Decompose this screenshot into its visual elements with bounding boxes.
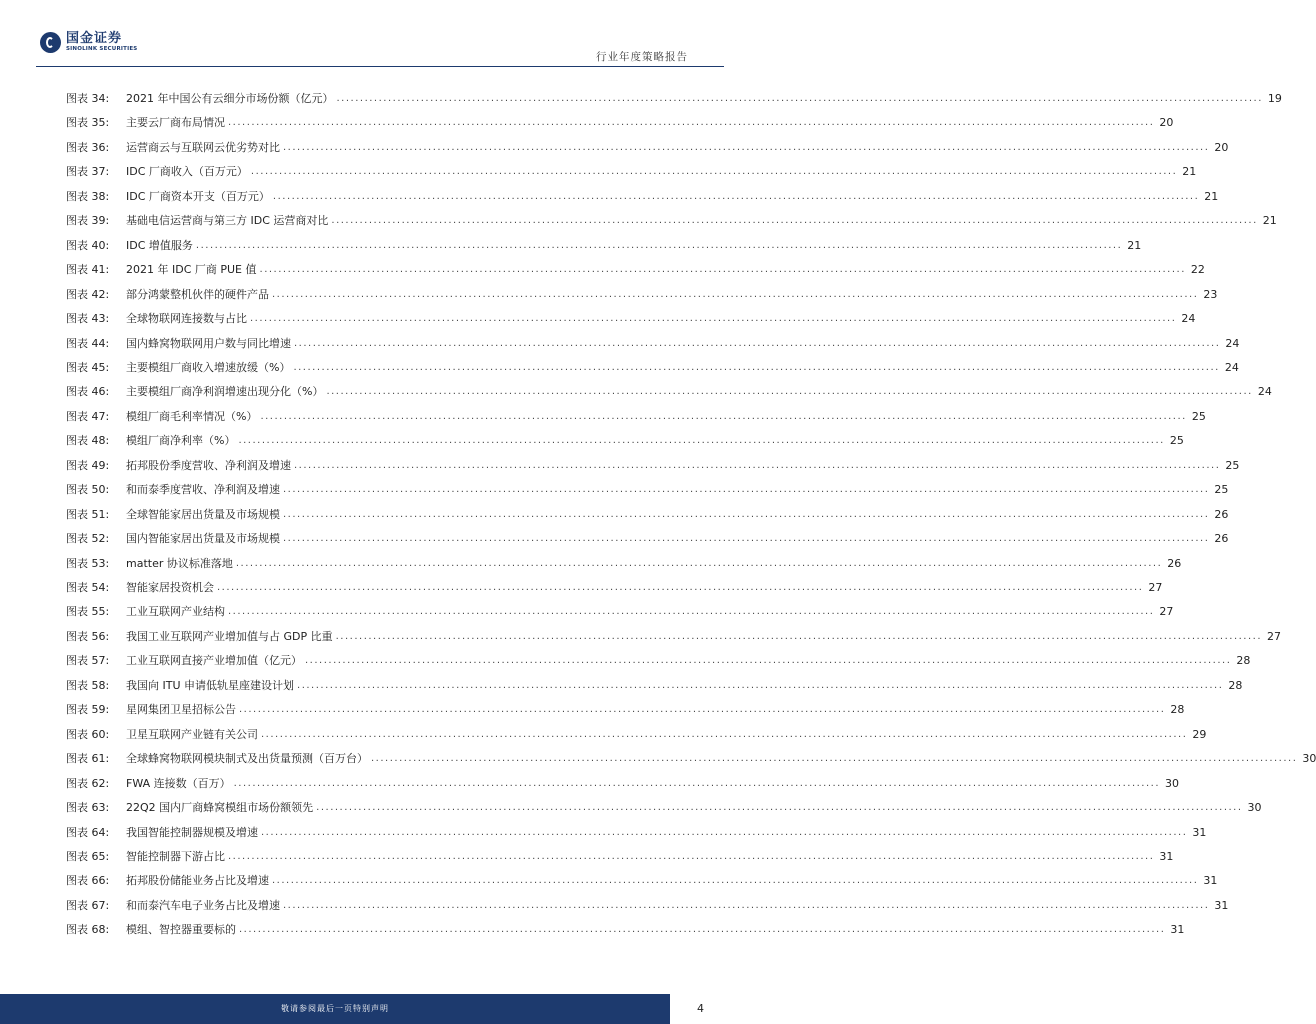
toc-entry-title: 全球蜂窝物联网模块制式及出货量预测（百万台） <box>126 752 368 766</box>
toc-entry-page: 25 <box>1169 434 1184 448</box>
toc-dot-leader <box>283 897 1209 915</box>
toc-entry[interactable] <box>66 677 1243 695</box>
toc-entry[interactable] <box>66 383 1272 401</box>
toc-entry-title: 星网集团卫星招标公告 <box>126 703 236 717</box>
toc-entry-label: 图表 36: <box>66 140 110 154</box>
toc-dot-leader <box>371 750 1297 768</box>
toc-dot-leader <box>331 212 1257 230</box>
toc-dot-leader <box>283 530 1209 548</box>
toc-entry[interactable] <box>66 530 1229 548</box>
toc-entry-label: 图表 56: <box>66 629 110 643</box>
toc-entry-page: 28 <box>1170 703 1185 717</box>
toc-entry-label: 图表 44: <box>66 336 110 350</box>
toc-entry-page: 24 <box>1225 336 1240 350</box>
toc-entry[interactable] <box>66 775 1180 793</box>
toc-entry-page: 31 <box>1159 849 1174 863</box>
toc-entry-label: 图表 59: <box>66 703 110 717</box>
toc-entry-page: 22 <box>1190 263 1205 277</box>
toc-entry[interactable] <box>66 579 1163 597</box>
toc-entry-page: 31 <box>1170 923 1185 937</box>
toc-entry-label: 图表 48: <box>66 434 110 448</box>
toc-entry-title: 2021 年中国公有云细分市场份额（亿元） <box>126 92 334 105</box>
toc-entry[interactable] <box>66 726 1207 744</box>
toc-entry-label: 图表 47: <box>66 409 110 423</box>
toc-entry-title: FWA 连接数（百万） <box>126 776 231 790</box>
toc-entry-page: 26 <box>1214 532 1229 546</box>
toc-entry-page: 24 <box>1181 312 1196 326</box>
toc-dot-leader <box>238 432 1164 450</box>
toc-dot-leader <box>251 163 1177 181</box>
toc-entry-title: 国内智能家居出货量及市场规模 <box>126 532 280 546</box>
page-number: 4 <box>697 1002 704 1015</box>
toc-dot-leader <box>196 237 1122 255</box>
toc-entry-label: 图表 62: <box>66 776 110 790</box>
toc-dot-leader <box>261 824 1187 842</box>
toc-entry-page: 21 <box>1204 189 1219 203</box>
toc-entry-page: 30 <box>1165 776 1180 790</box>
toc-entry-page: 31 <box>1192 825 1207 839</box>
disclaimer-note: 敬请参阅最后一页特别声明 <box>281 1004 389 1013</box>
toc-dot-leader <box>228 603 1154 621</box>
toc-dot-leader <box>283 481 1209 499</box>
toc-entry-title: 卫星互联网产业链有关公司 <box>126 727 258 741</box>
toc-entry[interactable] <box>66 237 1142 255</box>
toc-entry[interactable] <box>66 750 1316 768</box>
toc-entry-title: IDC 增值服务 <box>126 238 193 252</box>
toc-entry-label: 图表 43: <box>66 312 110 326</box>
toc-entry-page: 25 <box>1225 458 1240 472</box>
toc-entry[interactable] <box>66 335 1240 353</box>
toc-entry-label: 图表 51: <box>66 507 110 521</box>
toc-entry-page: 27 <box>1267 629 1282 643</box>
toc-entry-page: 31 <box>1214 898 1229 912</box>
toc-entry-title: 主要云厂商布局情况 <box>126 116 225 130</box>
toc-entry-page: 25 <box>1214 483 1229 497</box>
toc-entry-page: 21 <box>1182 165 1197 179</box>
toc-entry[interactable] <box>66 872 1218 890</box>
toc-entry-title: 主要模组厂商净利润增速出现分化（%） <box>126 385 324 399</box>
toc-entry-page: 25 <box>1191 409 1206 423</box>
toc-entry-page: 26 <box>1214 507 1229 521</box>
toc-entry[interactable] <box>66 897 1229 915</box>
toc-entry[interactable] <box>66 481 1229 499</box>
toc-entry[interactable] <box>66 408 1206 426</box>
toc-entry-label: 图表 64: <box>66 825 110 839</box>
toc-dot-leader <box>294 457 1220 475</box>
toc-dot-leader <box>337 90 1263 108</box>
toc-entry-page: 27 <box>1148 581 1163 594</box>
toc-entry-title: 全球智能家居出货量及市场规模 <box>126 507 280 521</box>
toc-entry-page: 27 <box>1159 605 1174 619</box>
toc-dot-leader <box>305 652 1231 670</box>
toc-entry-label: 图表 52: <box>66 532 110 546</box>
toc-dot-leader <box>234 775 1160 793</box>
toc-entry[interactable] <box>66 603 1174 621</box>
toc-entry[interactable] <box>66 359 1239 377</box>
toc-entry[interactable] <box>66 261 1205 279</box>
toc-entry[interactable] <box>66 188 1219 206</box>
toc-dot-leader <box>250 310 1176 328</box>
toc-entry-title: 我国向 ITU 申请低轨星座建设计划 <box>126 678 295 692</box>
toc-dot-leader <box>261 726 1187 744</box>
toc-entry-page: 28 <box>1228 678 1243 692</box>
toc-entry-label: 图表 60: <box>66 727 110 741</box>
page-header <box>0 0 724 66</box>
toc-entry-label: 图表 54: <box>66 581 110 594</box>
toc-entry-page: 31 <box>1203 874 1218 888</box>
toc-entry-label: 图表 39: <box>66 214 110 228</box>
toc-entry[interactable] <box>66 139 1229 157</box>
toc-entry-title: 智能控制器下游占比 <box>126 849 225 863</box>
toc-dot-leader <box>260 261 1186 279</box>
toc-entry[interactable] <box>66 212 1277 230</box>
toc-dot-leader <box>228 848 1154 866</box>
toc-entry-label: 图表 50: <box>66 483 110 497</box>
toc-entry-page: 23 <box>1203 287 1218 301</box>
toc-entry-label: 图表 49: <box>66 458 110 472</box>
toc-entry-title: 部分鸿蒙整机伙伴的硬件产品 <box>126 287 269 301</box>
toc-entry-page: 24 <box>1224 360 1239 374</box>
toc-entry-page: 21 <box>1262 214 1277 228</box>
toc-entry[interactable] <box>66 701 1185 719</box>
toc-entry-page: 21 <box>1127 238 1142 252</box>
toc-dot-leader <box>217 579 1143 597</box>
toc-dot-leader <box>283 139 1209 157</box>
header-divider <box>36 66 724 67</box>
toc-entry-label: 图表 34: <box>66 92 110 105</box>
toc-entry-label: 图表 65: <box>66 849 110 863</box>
toc-entry-label: 图表 37: <box>66 165 110 179</box>
toc-entry[interactable] <box>66 286 1218 304</box>
toc-dot-leader <box>272 872 1198 890</box>
toc-entry-label: 图表 68: <box>66 923 110 937</box>
toc-entry-page: 20 <box>1159 116 1174 130</box>
toc-entry[interactable] <box>66 921 1185 939</box>
toc-dot-leader <box>294 335 1220 353</box>
toc-entry-label: 图表 53: <box>66 556 110 570</box>
toc-dot-leader <box>297 677 1223 695</box>
toc-entry[interactable] <box>66 90 1282 108</box>
toc-dot-leader <box>273 188 1199 206</box>
toc-entry-title: 模组、智控器重要标的 <box>126 923 236 937</box>
toc-entry-title: 我国智能控制器规模及增速 <box>126 825 258 839</box>
toc-dot-leader <box>336 628 1262 646</box>
toc-entry[interactable] <box>66 506 1229 524</box>
toc-entry-title: 基础电信运营商与第三方 IDC 运营商对比 <box>126 214 329 228</box>
toc-entry[interactable] <box>66 114 1174 132</box>
toc-entry-label: 图表 40: <box>66 238 110 252</box>
toc-dot-leader <box>272 286 1198 304</box>
toc-dot-leader <box>293 359 1219 377</box>
toc-entry-title: matter 协议标准落地 <box>126 556 233 570</box>
toc-entry[interactable] <box>66 848 1174 866</box>
toc-entry-label: 图表 61: <box>66 752 110 766</box>
toc-entry-label: 图表 67: <box>66 898 110 912</box>
toc-entry-page: 20 <box>1214 140 1229 154</box>
toc-entry-label: 图表 46: <box>66 385 110 399</box>
toc-entry-title: 拓邦股份储能业务占比及增速 <box>126 874 269 888</box>
toc-entry-label: 图表 58: <box>66 678 110 692</box>
toc-entry-page: 28 <box>1236 654 1251 668</box>
toc-entry-label: 图表 63: <box>66 801 110 815</box>
page-footer <box>0 994 724 1024</box>
toc-entry[interactable] <box>66 432 1184 450</box>
toc-entry-page: 30 <box>1302 752 1316 766</box>
toc-entry-page: 19 <box>1267 92 1282 105</box>
toc-entry-label: 图表 35: <box>66 116 110 130</box>
logo-icon <box>40 32 61 53</box>
logo-english-name: SINOLINK SECURITIES <box>66 45 138 52</box>
toc-entry[interactable] <box>66 799 1262 817</box>
toc-entry-title: 工业互联网产业结构 <box>126 605 225 619</box>
toc-entry-title: IDC 厂商收入（百万元） <box>126 165 248 179</box>
toc-entry-title: 模组厂商毛利率情况（%） <box>126 409 258 423</box>
toc-entry-title: 我国工业互联网产业增加值与占 GDP 比重 <box>126 629 333 643</box>
toc-entry-title: 和而泰季度营收、净利润及增速 <box>126 483 280 497</box>
company-logo <box>40 30 137 54</box>
toc-dot-leader <box>228 114 1154 132</box>
toc-entry[interactable] <box>66 310 1196 328</box>
toc-entry-title: 主要模组厂商收入增速放缓（%） <box>126 360 291 374</box>
toc-entry-label: 图表 66: <box>66 874 110 888</box>
toc-entry-title: 智能家居投资机会 <box>126 581 214 594</box>
toc-entry-label: 图表 45: <box>66 360 110 374</box>
toc-entry-title: 2021 年 IDC 厂商 PUE 值 <box>126 263 257 277</box>
toc-entry-label: 图表 41: <box>66 263 110 277</box>
toc-dot-leader <box>239 701 1165 719</box>
toc-dot-leader <box>326 383 1252 401</box>
toc-entry-label: 图表 57: <box>66 654 110 668</box>
toc-entry[interactable] <box>66 628 1282 646</box>
toc-dot-leader <box>236 555 1162 573</box>
toc-entry-page: 30 <box>1247 801 1262 815</box>
toc-entry-title: 工业互联网直接产业增加值（亿元） <box>126 654 302 668</box>
toc-dot-leader <box>239 921 1165 939</box>
toc-entry-title: 拓邦股份季度营收、净利润及增速 <box>126 458 291 472</box>
toc-entry[interactable] <box>66 457 1240 475</box>
toc-entry-page: 24 <box>1257 385 1272 399</box>
toc-entry-title: 模组厂商净利率（%） <box>126 434 236 448</box>
toc-dot-leader <box>260 408 1186 426</box>
toc-entry-title: 运营商云与互联网云优劣势对比 <box>126 140 280 154</box>
toc-entry[interactable] <box>66 163 1197 181</box>
toc-entry-label: 图表 42: <box>66 287 110 301</box>
logo-chinese-name: 国金证券 <box>66 30 123 46</box>
toc-entry[interactable] <box>66 555 1182 573</box>
toc-entry-page: 26 <box>1167 556 1182 570</box>
toc-entry-title: 国内蜂窝物联网用户数与同比增速 <box>126 336 291 350</box>
toc-entry[interactable] <box>66 652 1251 670</box>
toc-entry-label: 图表 38: <box>66 189 110 203</box>
toc-dot-leader <box>316 799 1242 817</box>
toc-entry-title: IDC 厂商资本开支（百万元） <box>126 189 270 203</box>
toc-entry-title: 全球物联网连接数与占比 <box>126 312 247 326</box>
toc-entry-page: 29 <box>1192 727 1207 741</box>
toc-dot-leader <box>283 506 1209 524</box>
document-type: 行业年度策略报告 <box>596 51 688 63</box>
toc-entry-label: 图表 55: <box>66 605 110 619</box>
toc-entry-title: 22Q2 国内厂商蜂窝模组市场份额领先 <box>126 801 314 815</box>
toc-entry[interactable] <box>66 824 1207 842</box>
toc-entry-title: 和而泰汽车电子业务占比及增速 <box>126 898 280 912</box>
